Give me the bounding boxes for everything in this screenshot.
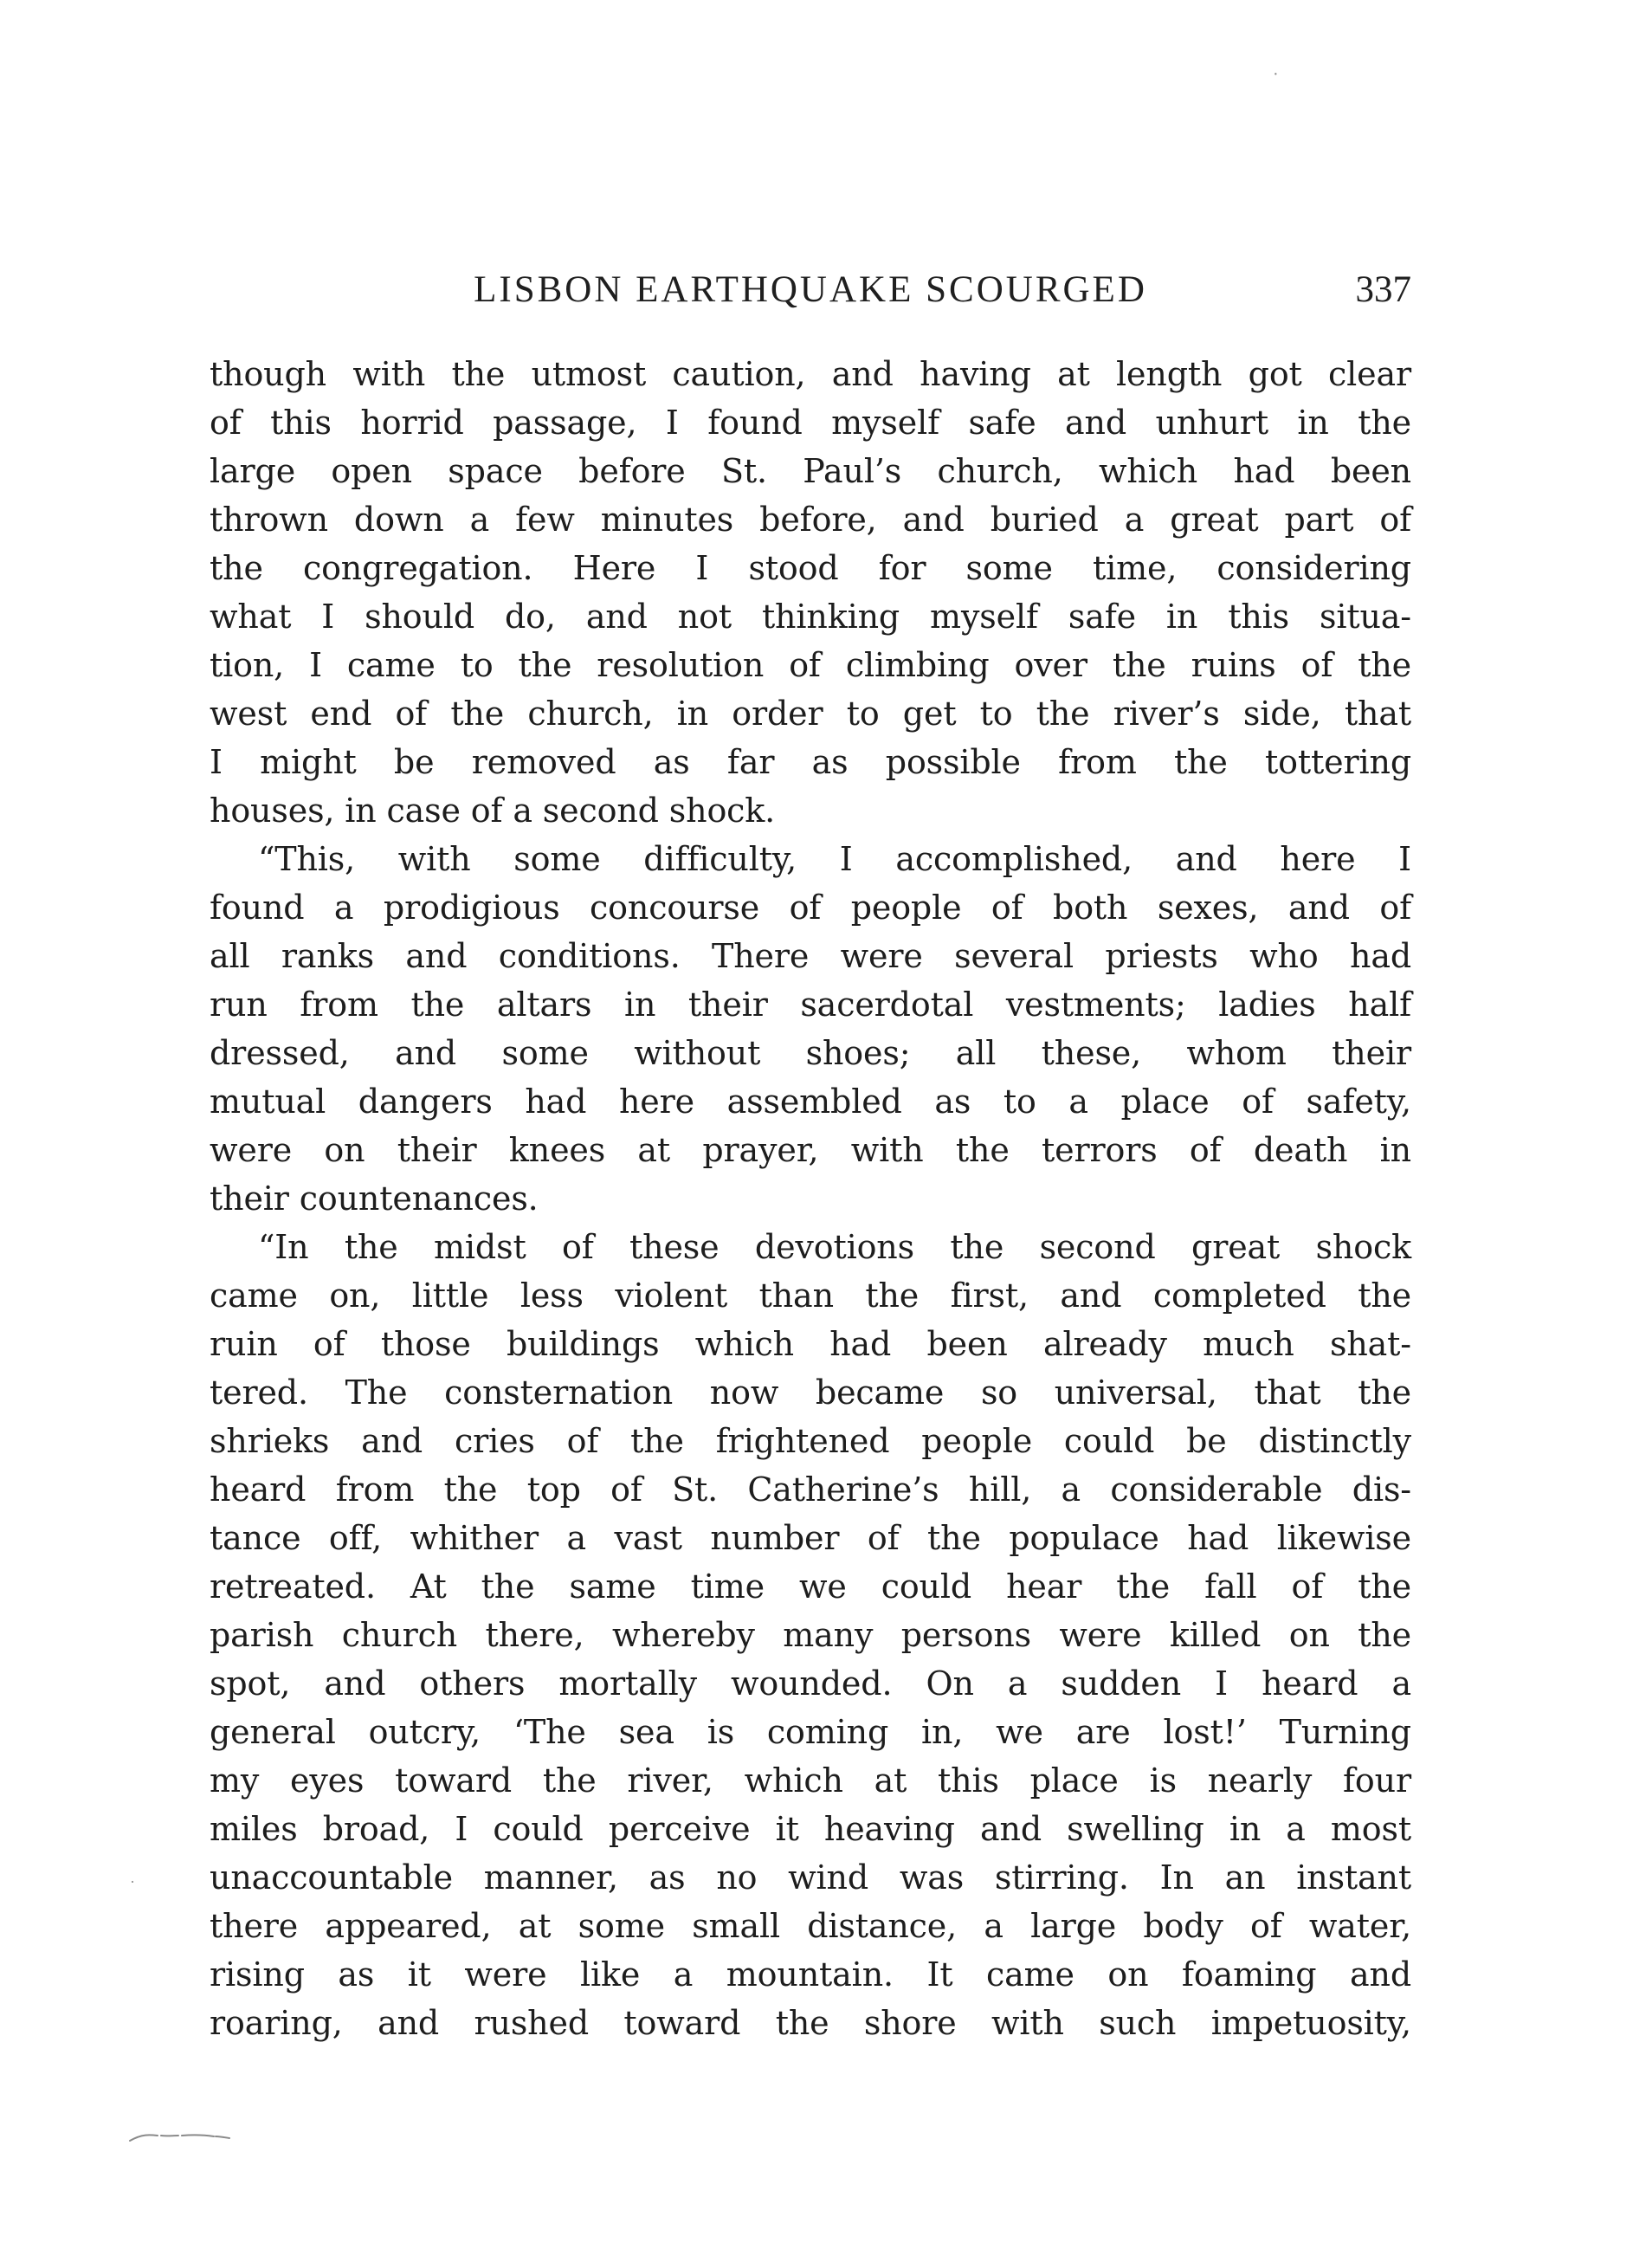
text-line: the congregation. Here I stood for some time, considering (210, 549, 1411, 587)
text-line: “This, with some difficulty, I accomplished, and here I (258, 840, 1411, 878)
text-line: mutual dangers had here assembled as to a place of safety, (210, 1082, 1411, 1121)
left-margin-dot-mark: · (130, 1873, 135, 1890)
page-header (210, 260, 1411, 320)
text-line: dressed, and some without shoes; all these, whom their (210, 1034, 1411, 1072)
text-line: tion, I came to the resolution of climbing over the ruins of the (210, 646, 1411, 684)
text-line: all ranks and conditions. There were several priests who had (210, 937, 1411, 975)
top-dot-mark: · (1273, 65, 1279, 84)
text-line: what I should do, and not thinking myself safe in this situa- (210, 598, 1411, 636)
page-number: 337 (1355, 269, 1411, 310)
text-line: though with the utmost caution, and having at length got clear (210, 355, 1411, 393)
text-line: rising as it were like a mountain. It came on foaming and (210, 1955, 1411, 1994)
text-line: tered. The consternation now became so universal, that the (210, 1373, 1411, 1412)
text-line: I might be removed as far as possible from the tottering (210, 743, 1411, 781)
paragraph-3 (210, 1223, 1411, 2047)
text-line: general outcry, ‘The sea is coming in, we are lost!’ Turning (210, 1713, 1411, 1751)
text-line: my eyes toward the river, which at this place is nearly four (210, 1761, 1411, 1800)
text-line: run from the altars in their sacerdotal vestments; ladies half (210, 986, 1411, 1024)
page-content (210, 350, 1411, 2047)
text-line: their countenances. (210, 1179, 539, 1218)
text-line: west end of the church, in order to get to the river’s side, that (210, 695, 1411, 733)
margin-pencil-scribble (128, 2128, 232, 2143)
text-line: spot, and others mortally wounded. On a sudden I heard a (210, 1664, 1411, 1703)
text-line: came on, little less violent than the first, and completed the (210, 1276, 1411, 1315)
text-line: tance off, whither a vast number of the populace had likewise (210, 1519, 1411, 1557)
text-line: thrown down a few minutes before, and buried a great part of (210, 501, 1411, 539)
paragraph-2 (210, 835, 1411, 1223)
text-line: were on their knees at prayer, with the terrors of death in (210, 1131, 1411, 1169)
text-line: parish church there, whereby many persons were killed on the (210, 1616, 1411, 1654)
text-line: unaccountable manner, as no wind was stirring. In an instant (210, 1858, 1411, 1897)
text-line: of this horrid passage, I found myself safe and unhurt in the (210, 404, 1411, 442)
text-line: retreated. At the same time we could hear the fall of the (210, 1567, 1411, 1606)
text-line: roaring, and rushed toward the shore with such impetuosity, (210, 2004, 1411, 2042)
text-line: found a prodigious concourse of people of both sexes, and of (210, 889, 1411, 927)
paragraph-1 (210, 350, 1411, 835)
text-line: “In the midst of these devotions the second great shock (258, 1228, 1411, 1266)
text-line: ruin of those buildings which had been already much shat- (210, 1325, 1411, 1363)
text-line: large open space before St. Paul’s church, which had been (210, 452, 1411, 490)
running-head: LISBON EARTHQUAKE SCOURGED (474, 269, 1147, 310)
text-line: heard from the top of St. Catherine’s hill, a considerable dis- (210, 1470, 1411, 1509)
text-line: there appeared, at some small distance, a large body of water, (210, 1907, 1411, 1945)
text-line: miles broad, I could perceive it heaving and swelling in a most (210, 1810, 1411, 1848)
text-line: shrieks and cries of the frightened people could be distinctly (210, 1422, 1411, 1460)
text-line: houses, in case of a second shock. (210, 792, 776, 830)
